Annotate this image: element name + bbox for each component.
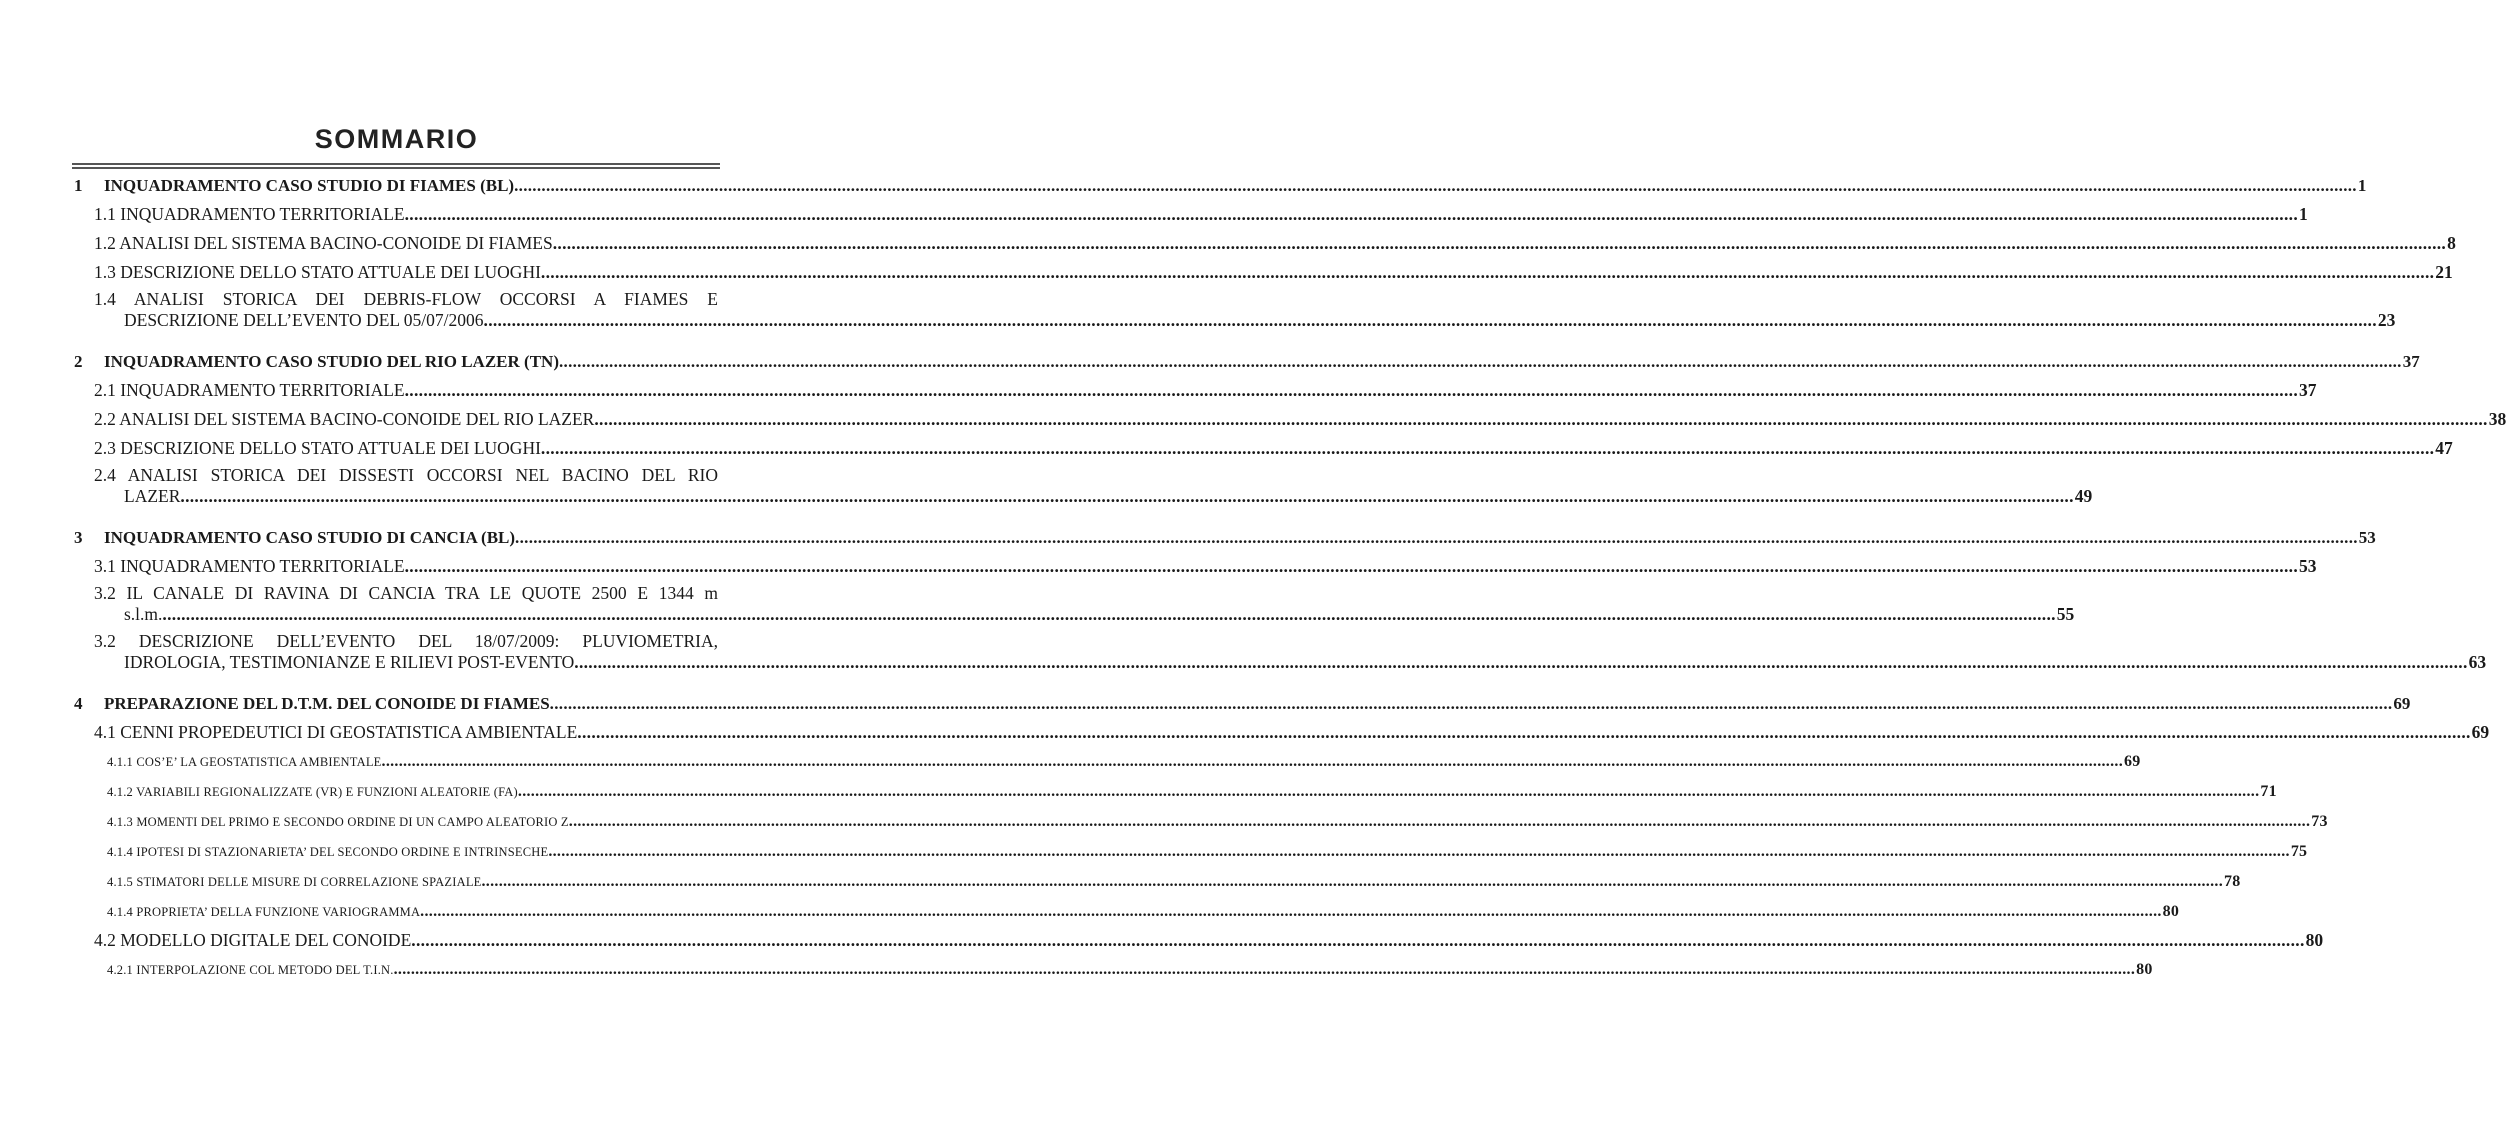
- leader-dots: [577, 722, 2470, 742]
- toc-item-3-3[interactable]: [74, 630, 2487, 672]
- page-number: 47: [2435, 438, 2453, 458]
- chapter-number: 3: [74, 528, 83, 547]
- item-title: 1.2 ANALISI DEL SISTEMA BACINO-CONOIDE DI FIAMES: [94, 233, 553, 253]
- item-title: 4.1.2 VARIABILI REGIONALIZZATE (VR) E FUNZIONI ALEATORIE (FA): [107, 785, 518, 799]
- leader-dots: [180, 486, 2073, 506]
- toc-chapter-1[interactable]: [74, 176, 2367, 196]
- page-number: 38: [2488, 409, 2506, 429]
- page-number: 80: [2136, 961, 2153, 978]
- item-title: 4.1.5 STIMATORI DELLE MISURE DI CORRELAZIONE SPAZIALE: [107, 875, 482, 889]
- leader-dots: [482, 872, 2224, 892]
- chapter-number: 4: [74, 694, 83, 713]
- toc-item-4-2-1[interactable]: [74, 960, 2153, 980]
- toc-chapter-4[interactable]: [74, 694, 2411, 714]
- page-number: 8: [2447, 233, 2456, 253]
- item-title-line1: 1.4 ANALISI STORICA DEI DEBRIS-FLOW OCCORSI A FIAMES E: [94, 289, 718, 309]
- page-number: 1: [2357, 176, 2367, 195]
- page-number: 63: [2468, 652, 2487, 672]
- leader-dots: [382, 752, 2124, 772]
- page-title: SOMMARIO: [314, 124, 479, 154]
- toc-item-1-4[interactable]: [74, 288, 2396, 330]
- page-number: 53: [2299, 556, 2317, 576]
- page-number: 69: [2124, 753, 2141, 770]
- page-number: 37: [2402, 352, 2420, 371]
- leader-dots: [574, 652, 2467, 672]
- item-title: 3.1 INQUADRAMENTO TERRITORIALE: [94, 556, 405, 576]
- item-title: 2.1 INQUADRAMENTO TERRITORIALE: [94, 380, 405, 400]
- item-title: 2.2 ANALISI DEL SISTEMA BACINO-CONOIDE DEL RIO LAZER: [94, 409, 595, 429]
- page-number: 23: [2377, 310, 2396, 330]
- title-rule-bottom: [72, 167, 720, 169]
- item-title-line2: LAZER: [124, 486, 181, 506]
- toc-chapter-2[interactable]: [74, 352, 2420, 372]
- item-title-line1: 3.2 IL CANALE DI RAVINA DI CANCIA TRA LE QUOTE 2500 E 1344 m: [94, 583, 718, 603]
- toc-item-4-1[interactable]: [74, 722, 2490, 742]
- leader-dots: [411, 930, 2304, 950]
- leader-dots: [569, 812, 2311, 832]
- item-title: 4.1.4 PROPRIETA’ DELLA FUNZIONE VARIOGRAMMA: [107, 905, 421, 919]
- toc-item-1-1[interactable]: [74, 204, 2308, 224]
- item-title: 1.1 INQUADRAMENTO TERRITORIALE: [94, 204, 405, 224]
- chapter-number: 1: [74, 176, 83, 195]
- leader-dots: [394, 960, 2136, 980]
- toc-item-2-2[interactable]: [74, 409, 2506, 429]
- chapter-title: INQUADRAMENTO CASO STUDIO DI FIAMES (BL): [104, 176, 515, 195]
- leader-dots: [559, 352, 2402, 372]
- leader-dots: [514, 176, 2357, 196]
- item-title-line1: 3.2 DESCRIZIONE DELL’EVENTO DEL 18/07/2009: PLUVIOMETRIA,: [94, 631, 718, 651]
- toc-item-1-2[interactable]: [74, 233, 2456, 253]
- page-number: 78: [2224, 873, 2241, 890]
- title-rule-top: [72, 163, 720, 165]
- chapter-number: 2: [74, 352, 83, 371]
- toc-item-4-1-2[interactable]: [74, 782, 2277, 802]
- page-number: 37: [2299, 380, 2317, 400]
- toc-chapter-3[interactable]: [74, 528, 2376, 548]
- page-number: 21: [2435, 262, 2453, 282]
- toc-item-4-1-5[interactable]: [74, 872, 2241, 892]
- page-number: 71: [2260, 783, 2277, 800]
- leader-dots: [405, 556, 2298, 576]
- toc-item-2-3[interactable]: [74, 438, 2453, 458]
- toc-item-3-2[interactable]: [74, 582, 2075, 624]
- leader-dots: [484, 310, 2377, 330]
- item-title-line2: IDROLOGIA, TESTIMONIANZE E RILIEVI POST-EVENTO: [124, 652, 575, 672]
- leader-dots: [541, 438, 2434, 458]
- item-title: 4.1 CENNI PROPEDEUTICI DI GEOSTATISTICA AMBIENTALE: [94, 722, 578, 742]
- table-of-contents: [74, 176, 2506, 980]
- item-title-line1: 2.4 ANALISI STORICA DEI DISSESTI OCCORSI NEL BACINO DEL RIO: [94, 465, 718, 485]
- toc-item-4-1-4[interactable]: [74, 842, 2308, 862]
- page-number: 80: [2305, 930, 2324, 950]
- toc-item-4-1-3[interactable]: [74, 812, 2328, 832]
- page-number: 75: [2290, 843, 2308, 860]
- page-number: 73: [2311, 813, 2328, 830]
- toc-item-4-2[interactable]: [74, 930, 2324, 950]
- chapter-title: INQUADRAMENTO CASO STUDIO DEL RIO LAZER (TN): [104, 352, 559, 371]
- leader-dots: [553, 233, 2446, 253]
- toc-item-1-3[interactable]: [74, 262, 2453, 282]
- toc-item-4-1-1[interactable]: [74, 752, 2141, 772]
- toc-item-3-1[interactable]: [74, 556, 2317, 576]
- leader-dots: [405, 380, 2298, 400]
- leader-dots: [548, 842, 2290, 862]
- leader-dots: [515, 528, 2358, 548]
- leader-dots: [405, 204, 2298, 224]
- chapter-title: INQUADRAMENTO CASO STUDIO DI CANCIA (BL): [104, 528, 516, 547]
- toc-item-2-1[interactable]: [74, 380, 2317, 400]
- toc-item-2-4[interactable]: [74, 464, 2093, 506]
- item-title: 4.2.1 INTERPOLAZIONE COL METODO DEL T.I.N.: [107, 963, 394, 977]
- item-title: 1.3 DESCRIZIONE DELLO STATO ATTUALE DEI LUOGHI: [94, 262, 541, 282]
- leader-dots: [518, 782, 2260, 802]
- page-number: 1: [2299, 204, 2308, 224]
- chapter-title: PREPARAZIONE DEL D.T.M. DEL CONOIDE DI FIAMES: [104, 694, 550, 713]
- page-number: 49: [2074, 486, 2093, 506]
- item-title-line2: s.l.m.: [124, 604, 163, 624]
- leader-dots: [550, 694, 2393, 714]
- leader-dots: [420, 902, 2162, 922]
- page-number: 53: [2358, 528, 2376, 547]
- page-number: 80: [2162, 903, 2180, 920]
- leader-dots: [541, 262, 2434, 282]
- leader-dots: [594, 409, 2487, 429]
- item-title: 4.1.4 IPOTESI DI STAZIONARIETA’ DEL SECONDO ORDINE E INTRINSECHE: [107, 845, 549, 859]
- item-title: 4.2 MODELLO DIGITALE DEL CONOIDE: [94, 930, 412, 950]
- item-title: 4.1.1 COS’E’ LA GEOSTATISTICA AMBIENTALE: [107, 755, 382, 769]
- leader-dots: [162, 604, 2055, 624]
- item-title: 4.1.3 MOMENTI DEL PRIMO E SECONDO ORDINE DI UN CAMPO ALEATORIO Z: [107, 815, 569, 829]
- page-number: 69: [2471, 722, 2490, 742]
- page-number: 55: [2056, 604, 2075, 624]
- item-title: 2.3 DESCRIZIONE DELLO STATO ATTUALE DEI LUOGHI: [94, 438, 541, 458]
- toc-item-4-1-6[interactable]: [74, 902, 2180, 922]
- item-title-line2: DESCRIZIONE DELL’EVENTO DEL 05/07/2006: [124, 310, 484, 330]
- page-number: 69: [2393, 694, 2411, 713]
